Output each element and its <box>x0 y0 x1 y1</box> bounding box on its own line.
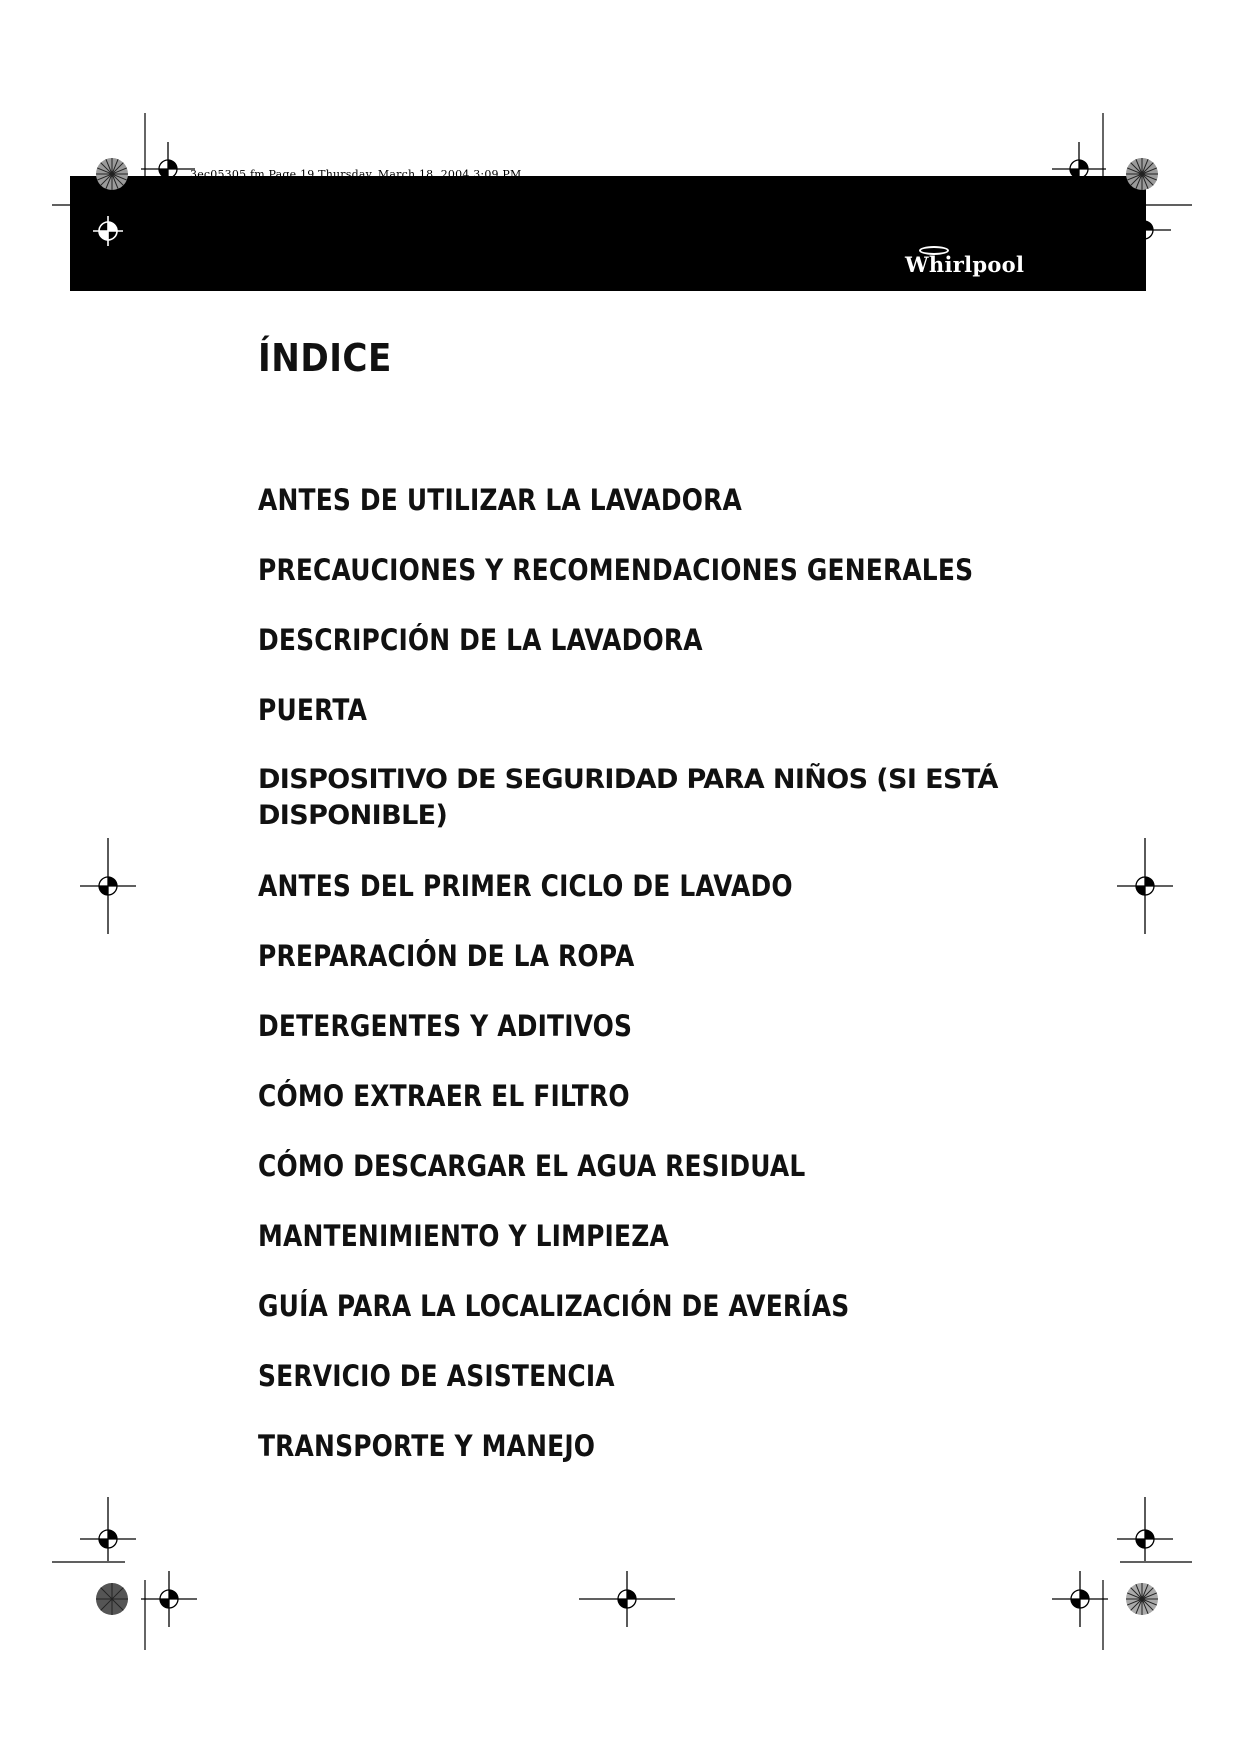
starburst-registration-icon <box>1124 156 1160 192</box>
toc-item: CÓMO EXTRAER EL FILTRO <box>258 1079 630 1113</box>
toc-item: DETERGENTES Y ADITIVOS <box>258 1009 633 1043</box>
starburst-registration-icon <box>94 156 130 192</box>
registration-target-icon <box>141 1571 197 1627</box>
toc-item: ANTES DEL PRIMER CICLO DE LAVADO <box>258 869 793 903</box>
registration-target-icon <box>1052 142 1106 196</box>
toc-item: PREPARACIÓN DE LA ROPA <box>258 939 635 973</box>
registration-target-icon <box>1052 1571 1108 1627</box>
registration-target-icon <box>579 1571 675 1627</box>
registration-target-icon <box>80 1497 136 1567</box>
registration-target-icon <box>141 142 195 196</box>
registration-target-icon <box>1117 838 1173 934</box>
whirlpool-logo <box>905 246 1035 284</box>
toc-item: TRANSPORTE Y MANEJO <box>258 1429 596 1463</box>
toc-item: DISPOSITIVO DE SEGURIDAD PARA NIÑOS (SI ESTÁ DISPONIBLE) <box>258 764 998 831</box>
toc-item: PRECAUCIONES Y RECOMENDACIONES GENERALES <box>258 553 974 587</box>
toc-item: DESCRIPCIÓN DE LA LAVADORA <box>258 623 703 657</box>
toc-item: PUERTA <box>258 693 368 727</box>
registration-target-icon <box>93 216 123 246</box>
toc-list <box>258 482 1058 1464</box>
logo-wordmark: Whirlpool <box>905 252 1025 277</box>
starburst-registration-icon <box>94 1581 130 1617</box>
toc-item: CÓMO DESCARGAR EL AGUA RESIDUAL <box>258 1149 806 1183</box>
registration-target-icon <box>80 838 136 934</box>
registration-target-icon <box>1117 203 1171 257</box>
registration-target-icon <box>1117 1497 1173 1567</box>
print-slug: 3ec05305.fm Page 19 Thursday, March 18, 2004 3:09 PM <box>190 168 522 181</box>
page-title: ÍNDICE <box>258 336 392 380</box>
toc-item: GUÍA PARA LA LOCALIZACIÓN DE AVERÍAS <box>258 1289 850 1323</box>
toc-item: SERVICIO DE ASISTENCIA <box>258 1359 615 1393</box>
toc-item: ANTES DE UTILIZAR LA LAVADORA <box>258 483 742 517</box>
toc-item: MANTENIMIENTO Y LIMPIEZA <box>258 1219 669 1253</box>
starburst-registration-icon <box>1124 1581 1160 1617</box>
